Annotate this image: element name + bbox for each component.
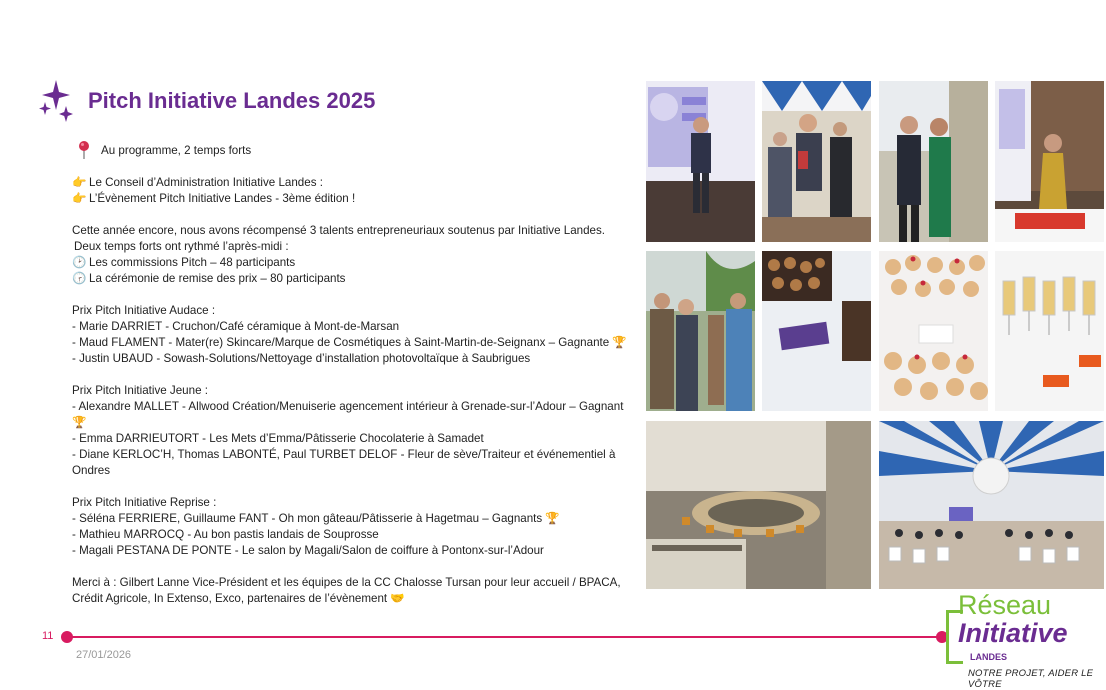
photo-presenter bbox=[995, 81, 1104, 242]
photo-pastries bbox=[762, 251, 871, 411]
moment-item: 🕝 La cérémonie de remise des prix – 80 participants bbox=[72, 272, 346, 285]
photo-speaker bbox=[646, 81, 755, 242]
moment-item: 🕑 Les commissions Pitch – 48 participants bbox=[72, 256, 296, 269]
paragraph: Cette année encore, nous avons récompensé 3 talents entrepreneuriaux soutenus par Initiative Landes. bbox=[72, 224, 606, 237]
body-text bbox=[72, 143, 632, 607]
prize-heading: Prix Pitch Initiative Audace : bbox=[72, 304, 216, 317]
intro-line: Au programme, 2 temps forts bbox=[101, 144, 252, 157]
prize-item: - Emma DARRIEUTORT - Les Mets d’Emma/Pâtisserie Chocolaterie à Samadet bbox=[72, 432, 484, 445]
page-number: 11 bbox=[42, 630, 54, 642]
photo-guests bbox=[762, 81, 871, 242]
prize-item: - Séléna FERRIERE, Guillaume FANT - Oh mon gâteau/Pâtisserie à Hagetmau – Gagnants 🏆 bbox=[72, 512, 560, 525]
footer-line bbox=[66, 636, 944, 638]
photo-cream-puffs bbox=[879, 251, 988, 411]
logo-line2: Initiative bbox=[958, 618, 1068, 648]
prize-item: - Justin UBAUD - Sowash-Solutions/Nettoyage d’installation photovoltaïque à Saubrigues bbox=[72, 352, 531, 365]
page-title: Pitch Initiative Landes 2025 bbox=[88, 88, 376, 113]
thanks-paragraph: Merci à : Gilbert Lanne Vice-Président et les équipes de la CC Chalosse Tursan pour leur accueil / BPACA, Crédit Agricole, In Extenso, Exco, partenaires de l’évènement 🤝 bbox=[72, 576, 621, 605]
photo-ceremony-hall bbox=[879, 421, 1104, 589]
clock-icon: 🕝 bbox=[72, 272, 87, 285]
prize-heading: Prix Pitch Initiative Jeune : bbox=[72, 384, 208, 397]
paragraph: Deux temps forts ont rythmé l’après-midi : bbox=[74, 240, 289, 253]
clock-icon: 🕑 bbox=[72, 256, 87, 269]
pointing-hand-icon: 👉 bbox=[72, 192, 87, 205]
logo-tagline: NOTRE PROJET, AIDER LE VÔTRE bbox=[968, 668, 1094, 690]
logo-line3: LANDES bbox=[970, 652, 1008, 662]
prize-item: - Magali PESTANA DE PONTE - Le salon by Magali/Salon de coiffure à Pontonx-sur-l’Adour bbox=[72, 544, 544, 557]
pointing-hand-icon: 👉 bbox=[72, 176, 87, 189]
prize-item: - Alexandre MALLET - Allwood Création/Menuiserie agencement intérieur à Grenade-sur-l’Adour – Gagnant 🏆 bbox=[72, 400, 624, 429]
prize-heading: Prix Pitch Initiative Reprise : bbox=[72, 496, 217, 509]
agenda-item: 👉 L’Évènement Pitch Initiative Landes - 3ème édition ! bbox=[72, 192, 356, 205]
photo-jury bbox=[879, 81, 988, 242]
sparkle-icon bbox=[36, 78, 76, 122]
photo-conversation bbox=[646, 251, 755, 411]
prize-item: - Diane KERLOC’H, Thomas LABONTÉ, Paul TURBET DELOF - Fleur de sève/Traiteur et événementiel à Ondres bbox=[72, 448, 616, 477]
reseau-initiative-logo bbox=[938, 590, 1103, 690]
prize-item: - Maud FLAMENT - Mater(re) Skincare/Marque de Cosmétiques à Saint-Martin-de-Seignanx – Gagnante 🏆 bbox=[72, 336, 627, 349]
prize-item: - Marie DARRIET - Cruchon/Café céramique à Mont-de-Marsan bbox=[72, 320, 400, 333]
photo-meeting-room bbox=[646, 421, 871, 589]
photo-champagne bbox=[995, 251, 1104, 411]
date: 27/01/2026 bbox=[76, 649, 132, 661]
prize-item: - Mathieu MARROCQ - Au bon pastis landais de Souprosse bbox=[72, 528, 379, 541]
logo-line1: Réseau bbox=[958, 590, 1052, 620]
agenda-item: 👉 Le Conseil d’Administration Initiative Landes : bbox=[72, 176, 323, 189]
footer-dot-left bbox=[61, 631, 73, 643]
